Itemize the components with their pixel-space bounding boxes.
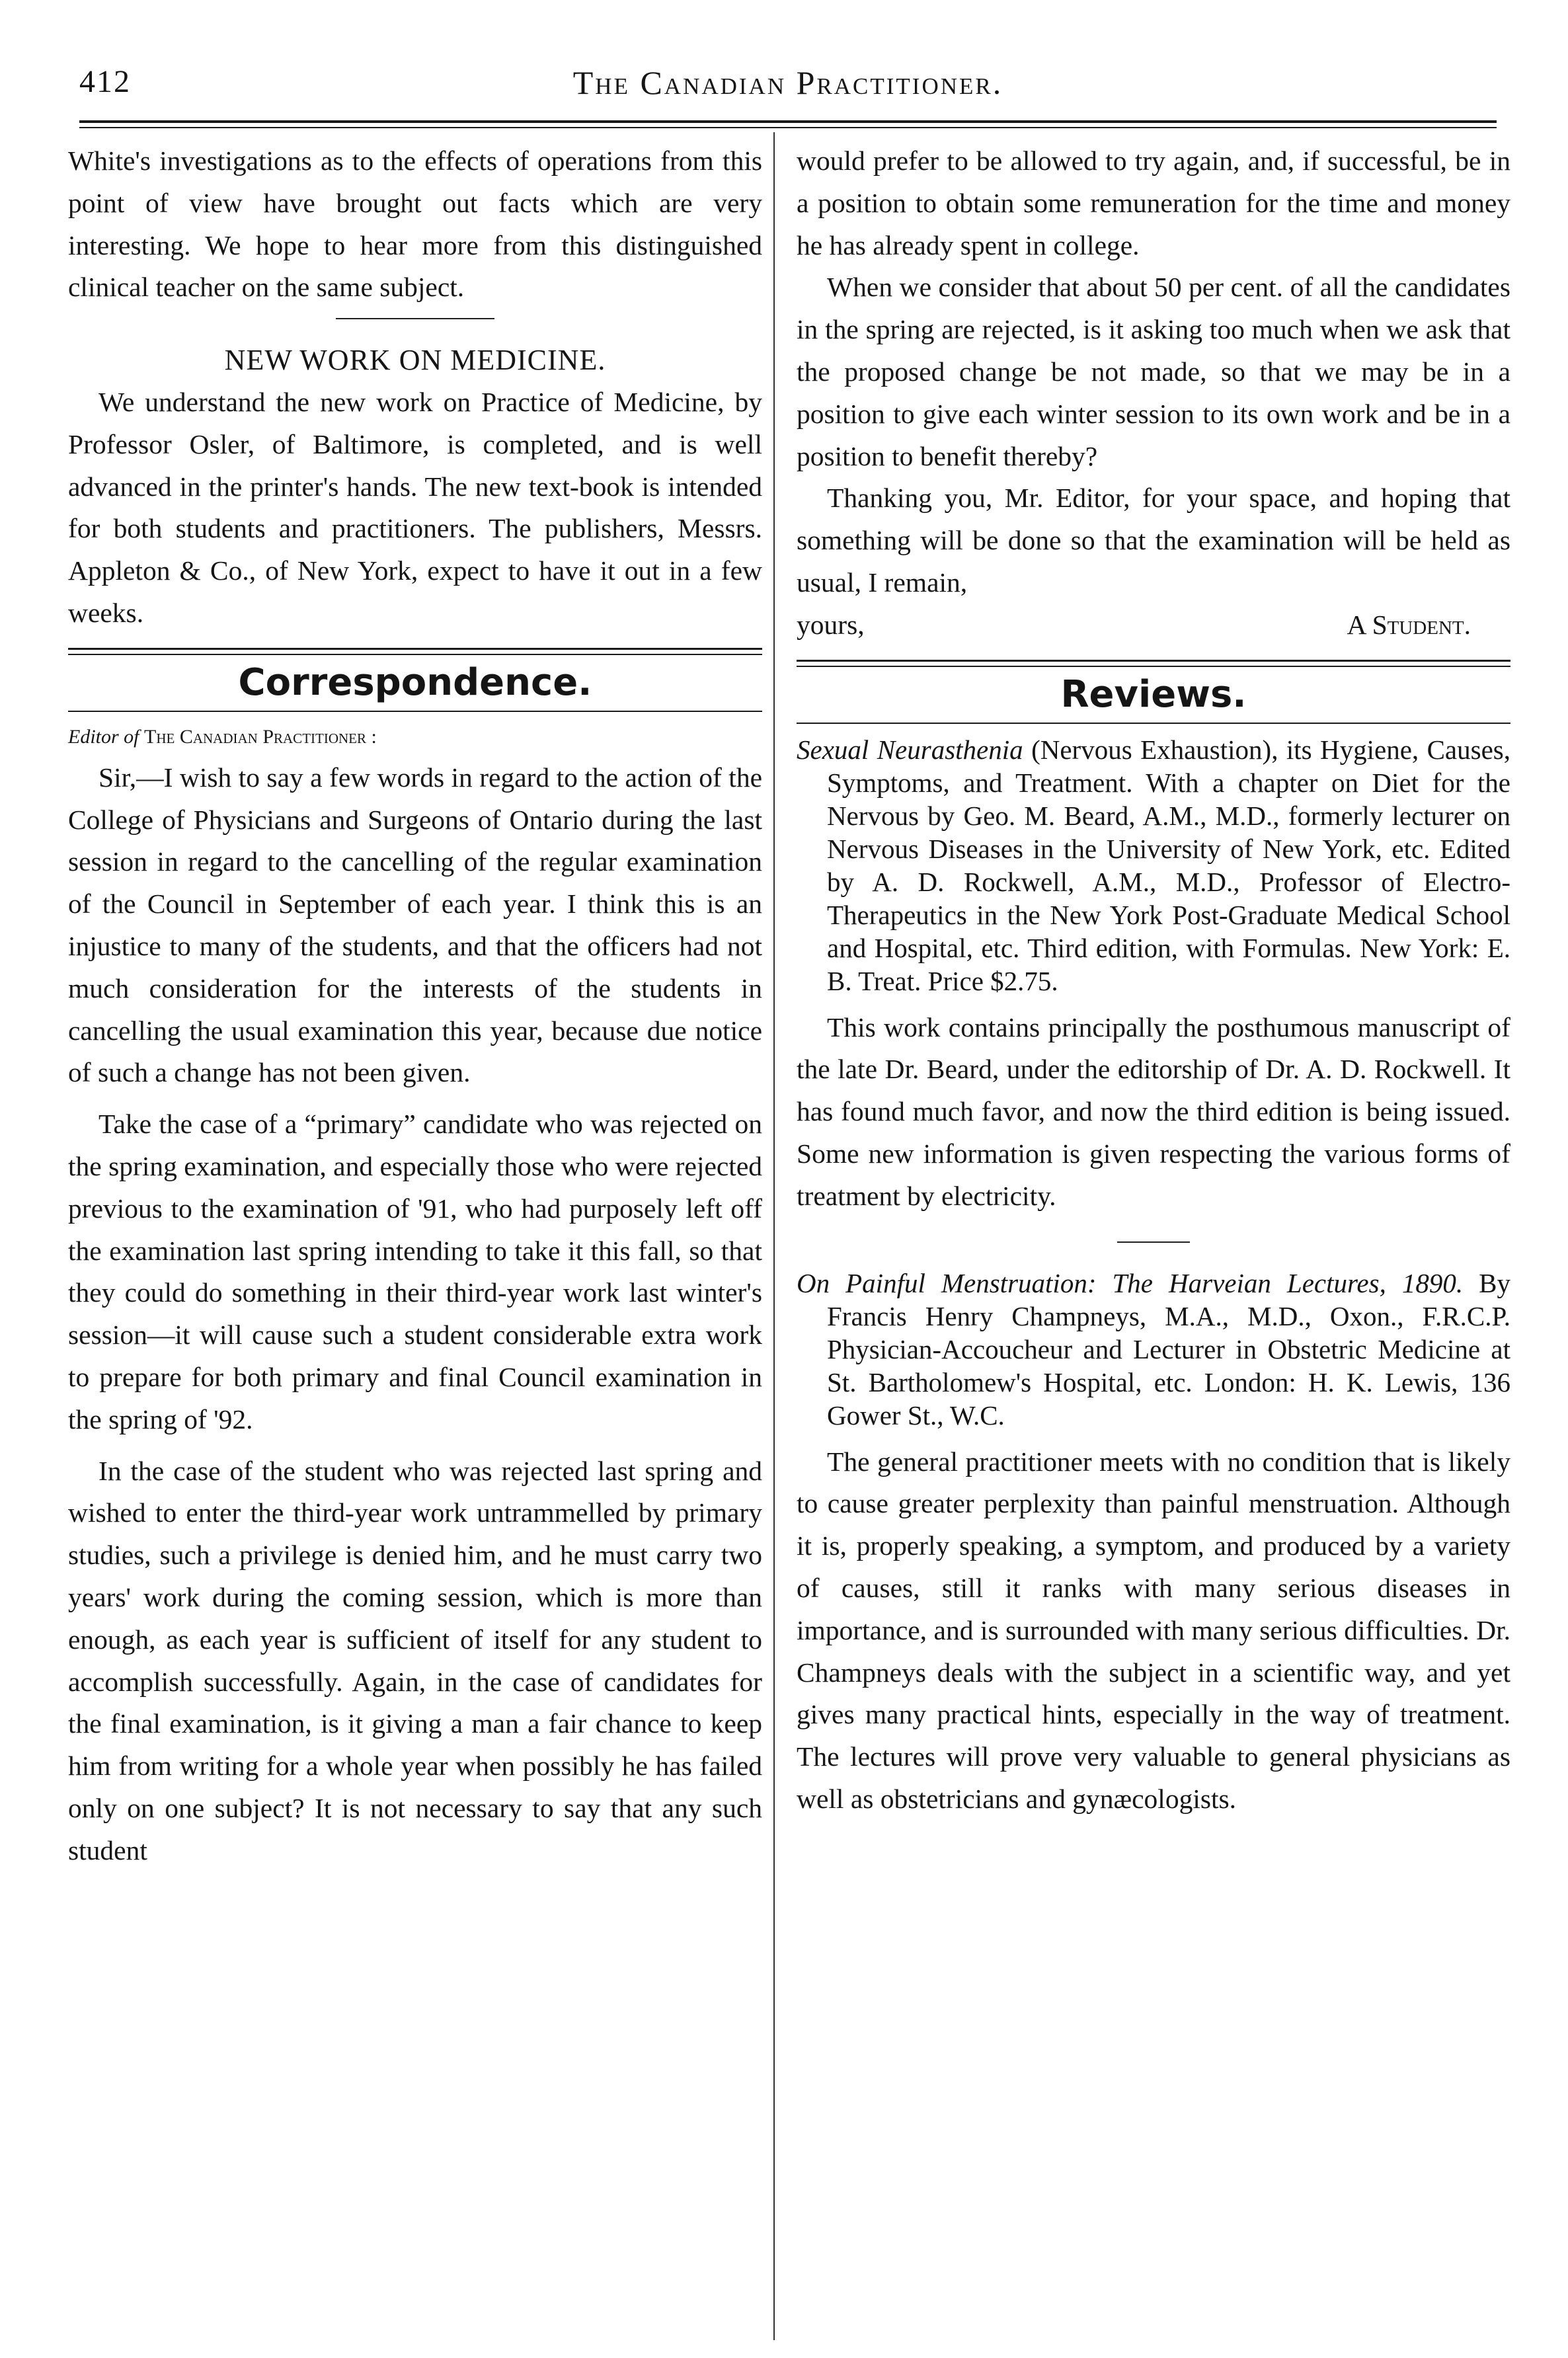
correspondence-top-rule <box>68 648 762 655</box>
review-2-citation <box>797 1267 1510 1432</box>
new-work-heading: NEW WORK ON MEDICINE. <box>224 344 606 377</box>
page-number: 412 <box>79 64 131 99</box>
review-2-details: By Francis Henry Champneys, M.A., M.D., Oxon., F.R.C.P. Physician-Accoucheur and Lecturer in Obstetric Medicine at St. Bartholomew's Hospital, etc. London: H. K. Lewis, 136 Gower St., W.C. <box>827 1267 1510 1431</box>
letter-signoff <box>797 604 1510 647</box>
left-column <box>68 140 762 1871</box>
letter-continuation-1: would prefer to be allowed to try again, and, if successful, be in a position to obtain some remuneration for the time and money he has already spent in college. <box>797 145 1510 260</box>
letter-paragraph-3: In the case of the student who was rejected last spring and wished to enter the third-year work untrammelled by primary studies, such a privilege is denied him, and he must carry two years' work during the coming session, which is more than enough, as each year is sufficient of itself for any student to accomplish successfully. Again, in the case of candidates for the final examination, is it giving a man a fair chance to keep him from writing for a whole year when possibly he has failed only on one subject? It is not necessary to say that any such student <box>68 1455 762 1866</box>
header-rule-secondary <box>79 127 1497 128</box>
column-divider <box>773 132 775 2340</box>
letter-addressee <box>68 717 762 757</box>
running-header <box>79 63 1497 116</box>
letter-continuation-3: Thanking you, Mr. Editor, for your space, and hoping that something will be done so that the examination will be held as usual, I remain, <box>797 483 1510 598</box>
letter-paragraph-1: Sir,—I wish to say a few words in regard to the action of the College of Physicians and Surgeons of Ontario during the last session in regard to the cancelling of the regular examination of the Council in September of each year. I think this is an injustice to many of the students, and that the officers had not much consideration for the interests of the students in cancelling the usual examination this year, because due notice of such a change has not been given. <box>68 762 762 1088</box>
review-2-body: The general practitioner meets with no condition that is likely to cause greater perplexity than painful menstruation. Although it is, properly speaking, a symptom, and produced by a variety of causes, still it ranks with many serious diseases in importance, and is surrounded with many serious difficulties. Dr. Champneys deals with the subject in a scientific way, and yet gives many practical hints, especially in the way of treatment. The lectures will prove very valuable to general physicians as well as obstetricians and gynæcologists. <box>797 1446 1510 1814</box>
new-work-paragraph: We understand the new work on Practice of Medicine, by Professor Osler, of Baltimore, is completed, and is well advanced in the printer's hands. The new text-book is intended for both students and practitioners. The publishers, Messrs. Appleton & Co., of New York, expect to have it out in a few weeks. <box>68 386 762 628</box>
review-1-citation <box>797 733 1510 998</box>
reviews-heading: Reviews. <box>1060 672 1247 716</box>
letter-signature: A Student. <box>1347 609 1471 640</box>
review-1-title: Sexual Neurasthenia <box>797 734 1023 765</box>
review-1-body: This work contains principally the posthumous manuscript of the late Dr. Beard, under the editorship of Dr. A. D. Rockwell. It has found much favor, and now the third edition is being issued. Some new information is given respecting the various forms of treatment by electricity. <box>797 1011 1510 1211</box>
correspondence-heading-rule <box>68 711 762 712</box>
letter-closing: yours, <box>797 609 865 640</box>
letter-paragraph-2: Take the case of a “primary” candidate who was rejected on the spring examination, and especially those who were rejected previous to the examination of '91, who had purposely left off the examination last spring intending to take it this fall, so that they could do something in their third-year work last winter's session—it will cause such a student considerable extra work to prepare for both primary and final Council examination in the spring of '92. <box>68 1109 762 1434</box>
review-1-details: (Nervous Exhaustion), its Hygiene, Causes, Symptoms, and Treatment. With a chapter on Diet for the Nervous by Geo. M. Beard, A.M., M.D., formerly lecturer on Nervous Diseases in the University of New York, etc. Edited by A. D. Rockwell, A.M., M.D., Professor of Electro-Therapeutics in the New York Post-Graduate Medical School and Hospital, etc. Third edition, with Formulas. New York: E. B. Treat. Price $2.75. <box>827 734 1510 996</box>
journal-title: The Canadian Practitioner. <box>572 64 1003 101</box>
correspondence-heading: Correspondence. <box>238 660 592 704</box>
section-divider-short <box>336 318 494 319</box>
addressee-journal: The Canadian Practitioner : <box>144 725 377 748</box>
review-divider <box>1117 1241 1190 1243</box>
opening-paragraph: White's investigations as to the effects of operations from this point of view have brought out facts which are very interesting. We hope to hear more from this distinguished clinical teacher on the same subject. <box>68 145 762 303</box>
reviews-top-rule <box>797 660 1510 667</box>
review-2-title: On Painful Menstruation: The Harveian Lectures, 1890. <box>797 1267 1464 1298</box>
right-column <box>797 140 1510 1821</box>
header-rule <box>79 120 1497 123</box>
letter-continuation-2: When we consider that about 50 per cent. of all the candidates in the spring are rejected, is it asking too much when we ask that the proposed change be not made, so that we may be in a position to give each winter session to its own work and be in a position to benefit thereby? <box>797 272 1510 471</box>
addressee-prefix: Editor of <box>68 725 139 748</box>
